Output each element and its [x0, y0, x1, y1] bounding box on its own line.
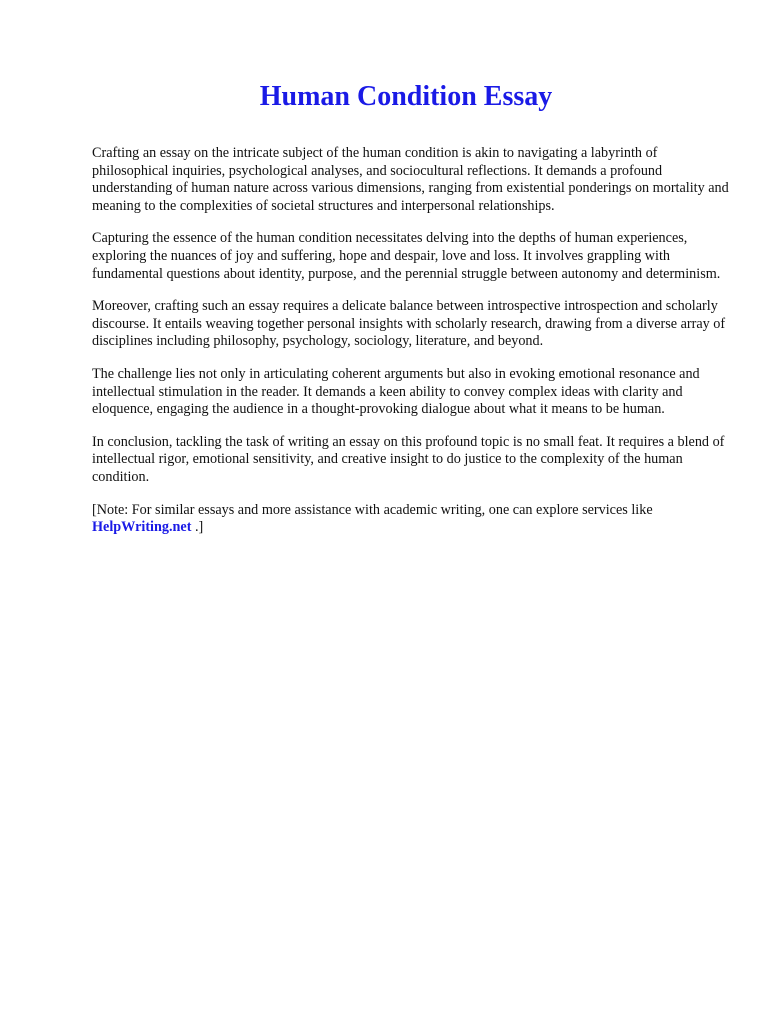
essay-body — [92, 145, 732, 537]
page-title: Human Condition Essay — [259, 81, 553, 112]
paragraph-4: The challenge lies not only in articulating coherent arguments but also in evoking emotional resonance and intellectual stimulation in the reader. It demands a keen ability to convey complex ideas with clarity and eloquence, engaging the audience in a thought-provoking dialogue about what it means to be human. — [92, 365, 700, 418]
note-paragraph — [92, 502, 732, 537]
helpwriting-link[interactable]: HelpWriting.net — [92, 519, 192, 536]
paragraph-2: Capturing the essence of the human condition necessitates delving into the depths of human experiences, exploring the nuances of joy and suffering, hope and despair, love and loss. It involves grappling with fundamental questions about identity, purpose, and the perennial struggle between autonomy and determinism. — [92, 230, 721, 282]
paragraph-5: In conclusion, tackling the task of writing an essay on this profound topic is no small feat. It requires a blend of intellectual rigor, emotional sensitivity, and creative insight to do justice to the complexity of the human condition. — [92, 433, 725, 485]
paragraph-1: Crafting an essay on the intricate subject of the human condition is akin to navigating a labyrinth of philosophical inquiries, psychological analyses, and sociocultural reflections. It demands a profound understanding of human nature across various dimensions, ranging from existential ponderings on mortality and meaning to the complexities of societal structures and interpersonal relationships. — [92, 145, 729, 214]
paragraph-3: Moreover, crafting such an essay requires a delicate balance between introspective introspection and scholarly discourse. It entails weaving together personal insights with scholarly research, drawing from a diverse array of disciplines including philosophy, psychology, sociology, literature, and beyond. — [92, 298, 726, 350]
note-suffix: .] — [191, 519, 204, 536]
note-prefix: [Note: For similar essays and more assistance with academic writing, one can explore services like — [92, 501, 653, 518]
